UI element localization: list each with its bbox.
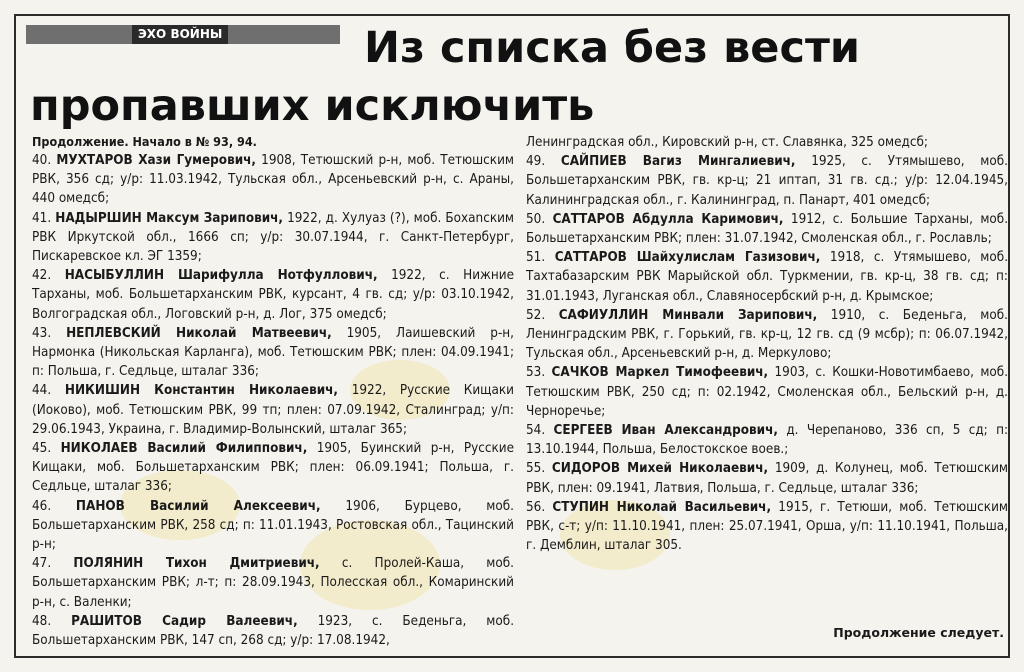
entry-name: НИКИШИН Константин Николаевич, [64, 383, 338, 399]
list-item [32, 612, 514, 650]
entry-number: 55. [526, 461, 546, 477]
headline-line-1: Из списка без вести [364, 23, 860, 73]
entry-details: 1903, с. Кошки-Новотимбаево, моб. Тетюшским РВК, 250 сд; п: 02.1942, Смоленская обл., Бельский р-н, д. Черноречье; [526, 365, 1009, 419]
entry-name: САЙПИЕВ Вагиз Мингалиевич, [560, 154, 796, 170]
entry-number: 47. [32, 556, 52, 572]
right-column [526, 133, 1008, 555]
entry-name: НАДЫРШИН Максум Зарипович, [55, 210, 284, 226]
entry-number: 56. [526, 499, 546, 515]
list-item [526, 421, 1008, 459]
rubric-label: ЭХО ВОЙНЫ [132, 25, 228, 44]
entry-details: 1915, г. Тетюши, моб. Тетюшским РВК, с-т; у/п: 11.10.1941, плен: 25.07.1941, Орша, у/п: 11.10.1941, Польша, г. Демблин, шталаг 305. [526, 499, 1008, 554]
entry-details: 1923, с. Беденьга, моб. Большетарханским РВК, 147 сп, 268 сд; у/р: 17.08.1942, [32, 613, 515, 649]
to-be-continued-note: Продолжение следует. [833, 625, 1004, 640]
list-item [32, 439, 514, 497]
left-column [32, 132, 514, 650]
entry-details: 1922, Русские Кищаки (Иоково), моб. Тетюшским РВК, 99 тп; плен: 07.09.1942, Сталинград; у/п: 29.06.1943, Украина, г. Владимир-Волынский, шталаг 365; [32, 383, 514, 437]
entry-name: НЕПЛЕВСКИЙ Николай Матвеевич, [66, 325, 332, 341]
entry-name: САФИУЛЛИН Минвали Зарипович, [558, 307, 818, 323]
entry-details: 1909, д. Колунец, моб. Тетюшским РВК, плен: 09.1941, Латвия, Польша, г. Седльце, шталаг 336; [526, 461, 1009, 496]
entry-details: 1905, Буинский р-н, Русские Кищаки, моб. Большетарханским РВК; плен: 06.09.1941; Польша, г. Седльце, шталаг 336; [32, 441, 514, 495]
entry-details: 1925, с. Утямышево, моб. Большетарханским РВК, гв. кр-ц; 21 иптап, 31 гв. сд.; у/р: 12.04.1945, Калининградская обл., г. Калининград, п. Панарт, 401 омедсб; [526, 154, 1008, 208]
entry-number: 42. [32, 268, 52, 284]
entry-details: 1922, д. Хулуаз (?), моб. Бохanским РВК Иркутской обл., 1666 сп; у/р: 30.07.1944, г. Санкт-Петербург, Пискаревское кл. ЭГ 1359; [32, 210, 515, 265]
entry-details: 1918, с. Утямышево, моб. Тахтабазарским РВК Марыйской обл. Туркмении, гв. кр-ц, 38 гв. сд; п: 31.01.1943, Луганская обл., Славяносербский р-н, д. Крымское; [526, 250, 1009, 304]
entry-name: МУХТАРОВ Хази Гумерович, [56, 153, 256, 168]
entry-number: 43. [32, 325, 52, 341]
list-item [526, 248, 1008, 306]
list-item [32, 151, 514, 209]
entry-name: НИКОЛАЕВ Василий Филиппович, [60, 441, 308, 457]
entry-number: 49. [526, 154, 546, 170]
list-item [526, 459, 1008, 497]
entry-number: 50. [526, 211, 546, 227]
entry-number: 46. [32, 498, 52, 514]
entry-details: с. Пролей-Каша, моб. Большетарханским РВК; л-т; п: 28.09.1943, Полесская обл., Комаринский р-н, с. Валенки; [32, 556, 514, 610]
list-item [526, 210, 1008, 248]
entry-details: 1910, с. Беденьга, моб. Ленинградским РВК, г. Горький, гв. кр-ц, 12 гв. сд (9 мсбр); п: 06.07.1942, Тульская обл., Арсеньевский р-н, д. Меркулово; [526, 307, 1008, 362]
entry-name: НАСЫБУЛЛИН Шарифулла Нотфуллович, [64, 268, 378, 284]
entry-number: 52. [526, 307, 546, 323]
continuation-note: Продолжение. Начало в № 93, 94. [32, 134, 257, 149]
entry-number: 53. [526, 365, 546, 381]
headline-line-2: пропавших исключить [30, 81, 595, 131]
entry-name: ПОЛЯНИН Тихон Дмитриевич, [73, 556, 320, 572]
entry-name: РАШИТОВ Садир Валеевич, [71, 613, 298, 629]
list-item [32, 209, 514, 267]
entry-number: 40. [32, 153, 52, 168]
entry-number: 41. [32, 210, 52, 226]
list-item [526, 363, 1008, 421]
list-item [526, 306, 1008, 364]
entry-number: 44. [32, 383, 52, 399]
entry-name: СИДОРОВ Михей Николаевич, [551, 461, 769, 477]
list-item [32, 554, 514, 612]
entry-number: 54. [526, 423, 546, 439]
rubric-bar [26, 25, 340, 44]
entry-details: 1912, с. Большие Тарханы, моб. Большетарханским РВК; плен: 31.07.1942, Смоленская обл., г. Рославль; [526, 211, 1009, 247]
entry-number: 51. [526, 250, 546, 266]
entry-details: 1922, с. Нижние Тарханы, моб. Большетарханским РВК, курсант, 4 гв. сд; у/р: 03.10.1942, Волгоградская обл., Логовский р-н, д. Лог, 375 омедсб; [32, 268, 514, 322]
entry-name: САТТАРОВ Абдулла Каримович, [552, 211, 784, 227]
left-entry-list [32, 151, 514, 650]
carried-over-entry-text: Ленинградская обл., Кировский р-н, ст. Славянка, 325 омедсб; [526, 135, 928, 150]
list-item [32, 324, 514, 382]
entry-name: САТТАРОВ Шайхулислам Газизович, [554, 250, 821, 266]
entry-details: 1906, Бурцево, моб. Большетарханским РВК, 258 сд; п: 11.01.1943, Ростовская обл., Тацинский р-н; [32, 498, 514, 553]
list-item [32, 266, 514, 324]
entry-details: д. Черепаново, 336 сп, 5 сд; п: 13.10.1944, Польша, Белостокское воев.; [526, 423, 1009, 458]
list-item [526, 498, 1008, 556]
entry-number: 45. [32, 441, 52, 457]
entry-name: СТУПИН Николай Васильевич, [552, 499, 772, 515]
list-item [32, 497, 514, 555]
entry-name: САЧКОВ Маркел Тимофеевич, [551, 365, 769, 381]
right-entry-list [526, 152, 1008, 555]
entry-name: СЕРГЕЕВ Иван Александрович, [553, 423, 778, 439]
list-item [526, 152, 1008, 210]
entry-details: 1905, Лаишевский р-н, Нармонка (Никольская Карланга), моб. Тетюшским РВК; плен: 04.09.1941; п: Польша, г. Седльце, шталаг 336; [32, 325, 514, 380]
entry-details: 1908, Тетюшский р-н, моб. Тетюшским РВК, 356 сд; у/р: 11.03.1942, Тульская обл., Арсеньевский р-н, с. Араны, 440 омедсб; [32, 153, 514, 207]
entry-number: 48. [32, 613, 52, 629]
entry-name: ПАНОВ Василий Алексеевич, [75, 498, 321, 514]
list-item [32, 381, 514, 439]
